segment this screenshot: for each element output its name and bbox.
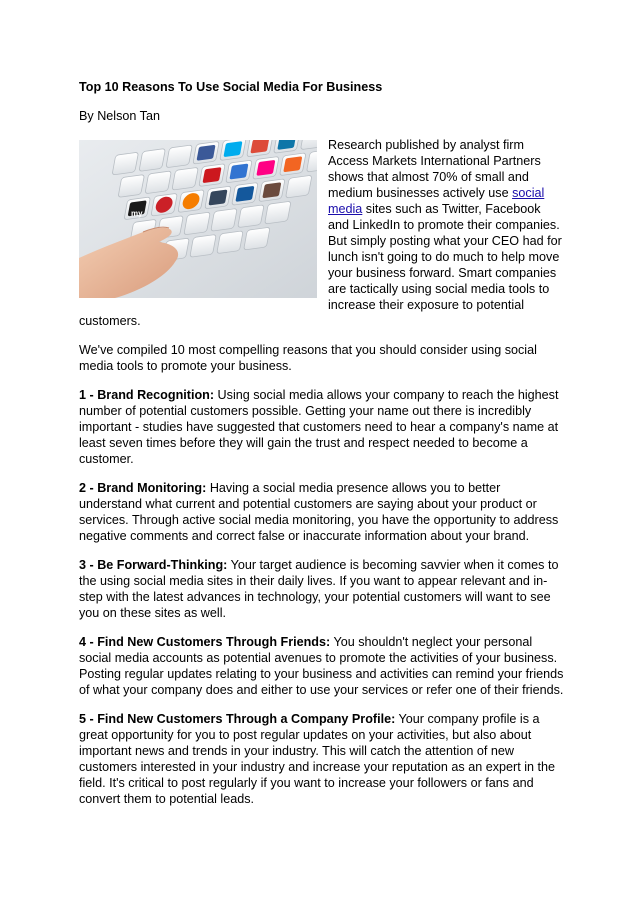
reason-text: Having a social media presence allows you to better understand what current and potential customers are saying about your product or services. Through active social media monitoring, you have the opportunity to address negative comments and correct false or inaccurate information about your brand.: [79, 481, 559, 543]
reason-text: Your target audience is becoming savvier when it comes to the using social media sites in their daily lives. If you want to appear relevant and in-step with the latest advances in technology, your potential customers will want to see you on these sites as well.: [79, 558, 559, 620]
reason-heading: 5 - Find New Customers Through a Company Profile:: [79, 712, 396, 726]
reason-heading: 1 - Brand Recognition:: [79, 388, 215, 402]
reason-paragraph: [79, 557, 565, 621]
reason-paragraph: [79, 711, 565, 807]
reason-heading: 2 - Brand Monitoring:: [79, 481, 207, 495]
reason-heading: 4 - Find New Customers Through Friends:: [79, 635, 331, 649]
reason-text: Using social media allows your company to reach the highest number of potential customers possible. Getting your name out there is incredibly important - studies have suggested that customers need to hear a company's name at least seven times before they will gain the trust and respect needed to become a customer.: [79, 388, 559, 466]
reason-text: Your company profile is a great opportunity for you to post regular updates on your activities, but also about important news and trends in your industry. This will catch the attention of new customers interested in your industry and increase your reputation as an expert in the field. It's critical to post regularly if you want to increase your followers or fans and convert them to potential leads.: [79, 712, 556, 806]
intro-text-end: sites such as Twitter, Facebook and LinkedIn to promote their companies. But simply posting what your CEO had for lunch isn't going to do much to help move your business forward. Smart companies are tactically using social media tools to increase their exposure to potential customers.: [79, 202, 562, 328]
intro-section: [79, 137, 565, 329]
reason-paragraph: [79, 634, 565, 698]
article-title: Top 10 Reasons To Use Social Media For Business: [79, 80, 383, 94]
reason-paragraph: [79, 480, 565, 544]
intro-text-start: Research published by analyst firm Access Markets International Partners shows that almost 70% of small and medium businesses actively use: [328, 138, 541, 200]
social-media-keyboard-image: [79, 140, 317, 298]
social-media-link[interactable]: social media: [328, 186, 545, 216]
keyboard-illustration: [79, 140, 317, 298]
key-label: my: [131, 209, 143, 218]
article: [79, 79, 565, 807]
reason-paragraph: [79, 387, 565, 467]
reason-heading: 3 - Be Forward-Thinking:: [79, 558, 228, 572]
summary-paragraph: We've compiled 10 most compelling reasons that you should consider using social media tools to promote your business.: [79, 343, 537, 373]
author-byline: By Nelson Tan: [79, 109, 160, 123]
reason-text: You shouldn't neglect your personal social media accounts as potential avenues to promote the activities of your business. Posting regular updates relating to your business and activities can remind your friends of what your company does and either to use your services or refer one of their friends.: [79, 635, 564, 697]
